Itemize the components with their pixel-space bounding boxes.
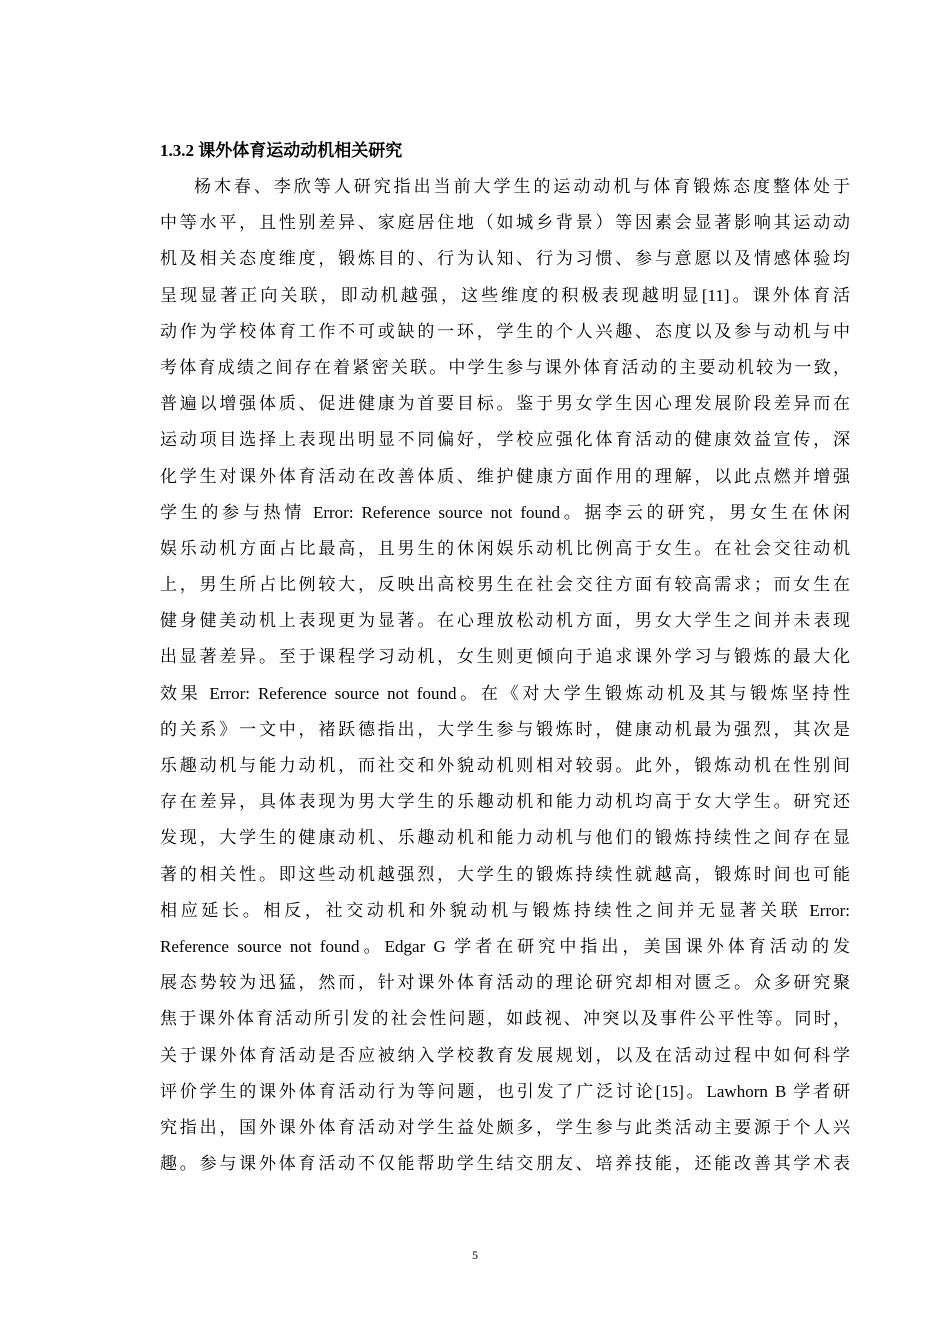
section-heading: 1.3.2 课外体育运动动机相关研究	[160, 141, 403, 160]
paragraph-line: 著的相关性。即这些动机越强烈，大学生的锻炼持续性就越高，锻炼时间也可能	[160, 864, 850, 884]
body-paragraph	[160, 176, 850, 1189]
paragraph-line: 展态势较为迅猛，然而，针对课外体育活动的理论研究却相对匮乏。众多研究聚	[160, 973, 850, 993]
paragraph-line: 娱乐动机方面占比最高，且男生的休闲娱乐动机比例高于女生。在社会交往动机	[160, 538, 850, 558]
paragraph-line: 运动项目选择上表现出明显不同偏好，学校应强化体育活动的健康效益宣传，深	[160, 430, 850, 450]
paragraph-line: 化学生对课外体育活动在改善体质、维护健康方面作用的理解，以此点燃并增强	[160, 466, 850, 486]
paragraph-line: 的关系》一文中，褚跃德指出，大学生参与锻炼时，健康动机最为强烈，其次是	[160, 719, 850, 739]
paragraph-line: 相应延长。相反，社交动机和外貌动机与锻炼持续性之间并无显著关联 Error:	[160, 900, 850, 920]
paragraph-line: 普遍以增强体质、促进健康为首要目标。鉴于男女学生因心理发展阶段差异而在	[160, 394, 850, 414]
paragraph-line: 健身健美动机上表现更为显著。在心理放松动机方面，男女大学生之间并未表现	[160, 611, 850, 631]
paragraph-line: 杨木春、李欣等人研究指出当前大学生的运动动机与体育锻炼态度整体处于	[194, 177, 850, 196]
paragraph-line: 中等水平，且性别差异、家庭居住地（如城乡背景）等因素会显著影响其运动动	[160, 213, 850, 233]
paragraph-line: 趣。参与课外体育活动不仅能帮助学生结交朋友、培养技能，还能改善其学术表	[160, 1154, 850, 1174]
paragraph-line: 上，男生所占比例较大，反映出高校男生在社会交往方面有较高需求；而女生在	[160, 575, 850, 595]
paragraph-line: 评价学生的课外体育活动行为等问题，也引发了广泛讨论[15]。Lawhorn B 学者研	[160, 1081, 850, 1101]
paragraph-line: 机及相关态度维度，锻炼目的、行为认知、行为习惯、参与意愿以及情感体验均	[160, 249, 850, 269]
paragraph-line: 究指出，国外课外体育活动对学生益处颇多，学生参与此类活动主要源于个人兴	[160, 1117, 850, 1137]
paragraph-line: 存在差异，具体表现为男大学生的乐趣动机和能力动机均高于女大学生。研究还	[160, 792, 850, 812]
paragraph-line: 关于课外体育活动是否应被纳入学校教育发展规划，以及在活动过程中如何科学	[160, 1045, 850, 1065]
paragraph-line: 呈现显著正向关联，即动机越强，这些维度的积极表现越明显[11]。课外体育活	[160, 285, 850, 305]
page-number: 5	[472, 1248, 478, 1262]
paragraph-line: 乐趣动机与能力动机，而社交和外貌动机则相对较弱。此外，锻炼动机在性别间	[160, 756, 850, 775]
paragraph-line: 动作为学校体育工作不可或缺的一环，学生的个人兴趣、态度以及参与动机与中	[160, 321, 850, 341]
paragraph-line: Reference source not found。Edgar G 学者在研究中指出，美国课外体育活动的发	[160, 936, 850, 956]
paragraph-line: 考体育成绩之间存在着紧密关联。中学生参与课外体育活动的主要动机较为一致，	[160, 357, 850, 377]
paragraph-line: 效果 Error: Reference source not found。在《对大学生锻炼动机及其与锻炼坚持性	[160, 683, 850, 703]
paragraph-line: 出显著差异。至于课程学习动机，女生则更倾向于追求课外学习与锻炼的最大化	[160, 647, 850, 667]
paragraph-line: 发现，大学生的健康动机、乐趣动机和能力动机与他们的锻炼持续性之间存在显	[160, 828, 850, 848]
paragraph-line: 焦于课外体育活动所引发的社会性问题，如歧视、冲突以及事件公平性等。同时，	[160, 1009, 850, 1029]
paragraph-line: 学生的参与热情 Error: Reference source not found。据李云的研究，男女生在休闲	[160, 502, 850, 522]
